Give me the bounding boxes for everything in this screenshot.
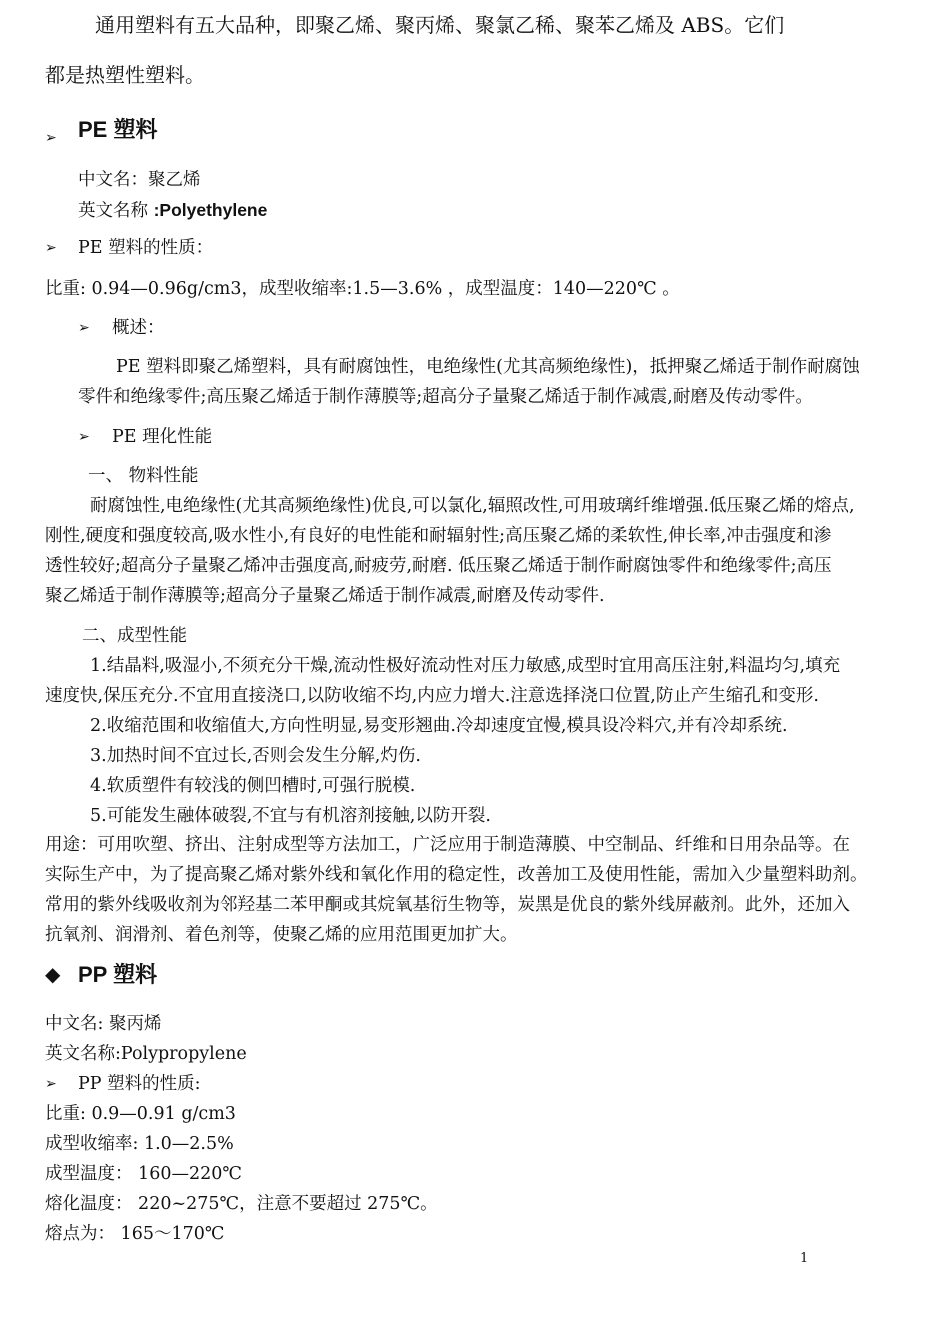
pe-overview-line-1: PE 塑料即聚乙烯塑料，具有耐腐蚀性，电绝缘性(尤其高频绝缘性)，抵押聚乙烯适于制作耐腐蚀 bbox=[116, 357, 860, 377]
pe-cn-name: 中文名：聚乙烯 bbox=[78, 170, 201, 190]
pe-overview-title: 概述： bbox=[112, 318, 165, 338]
intro-line-2: 都是热塑性塑料。 bbox=[45, 63, 205, 87]
pe-section-2-item-2: 2.收缩范围和收缩值大,方向性明显,易变形翘曲.冷却速度宜慢,模具设冷料穴,并有冷却系统. bbox=[90, 716, 788, 736]
arrow-bullet-icon: ➢ bbox=[45, 1076, 57, 1092]
arrow-bullet-icon: ➢ bbox=[78, 429, 90, 445]
pe-heading: PE 塑料 bbox=[78, 117, 158, 142]
arrow-bullet-icon: ➢ bbox=[45, 240, 57, 256]
pe-section-1-line-2: 刚性,硬度和强度较高,吸水性小,有良好的电性能和耐辐射性;高压聚乙烯的柔软性,伸长率,冲击强度和渗 bbox=[45, 526, 832, 546]
page-number: 1 bbox=[800, 1251, 809, 1266]
pe-section-2-item-1a: 1.结晶料,吸湿小,不须充分干燥,流动性极好流动性对压力敏感,成型时宜用高压注射,料温均匀,填充 bbox=[90, 656, 841, 676]
pe-section-1-line-4: 聚乙烯适于制作薄膜等;超高分子量聚乙烯适于制作减震,耐磨及传动零件. bbox=[45, 586, 605, 606]
pe-section-1-line-3: 透性较好;超高分子量聚乙烯冲击强度高,耐疲劳,耐磨. 低压聚乙烯适于制作耐腐蚀零件和绝缘零件;高压 bbox=[45, 556, 832, 576]
pe-section-1-line-1: 耐腐蚀性,电绝缘性(尤其高频绝缘性)优良,可以氯化,辐照改性,可用玻璃纤维增强.低压聚乙烯的熔点, bbox=[90, 496, 855, 516]
pp-melt-point: 熔点为： 165～170℃ bbox=[45, 1224, 225, 1244]
pe-use-line-2: 实际生产中，为了提高聚乙烯对紫外线和氧化作用的稳定性，改善加工及使用性能，需加入少量塑料助剂。 bbox=[45, 865, 868, 885]
arrow-bullet-icon: ➢ bbox=[78, 320, 90, 336]
pp-props-title: PP 塑料的性质: bbox=[78, 1074, 201, 1094]
pe-use-line-1: 用途：可用吹塑、挤出、注射成型等方法加工，广泛应用于制造薄膜、中空制品、纤维和日用杂品等。在 bbox=[45, 835, 850, 855]
pe-section-2-item-3: 3.加热时间不宜过长,否则会发生分解,灼伤. bbox=[90, 746, 421, 766]
pe-overview-line-2: 零件和绝缘零件;高压聚乙烯适于制作薄膜等;超高分子量聚乙烯适于制作减震,耐磨及传动零件。 bbox=[78, 387, 813, 407]
pe-section-1-title: 一、 物料性能 bbox=[88, 466, 199, 486]
pe-props-line: 比重: 0.94—0.96g/cm3，成型收缩率:1.5—3.6% ，成型温度：140—220℃ 。 bbox=[45, 279, 680, 299]
diamond-bullet-icon: ◆ bbox=[45, 962, 61, 986]
pe-section-2-item-4: 4.软质塑件有较浅的侧凹槽时,可强行脱模. bbox=[90, 776, 416, 796]
pe-props-title: PE 塑料的性质： bbox=[78, 238, 214, 258]
pp-density: 比重: 0.9—0.91 g/cm3 bbox=[45, 1104, 236, 1124]
intro-line-1: 通用塑料有五大品种，即聚乙烯、聚丙烯、聚氯乙稀、聚苯乙烯及 ABS。它们 bbox=[95, 13, 785, 37]
pp-mold-temp: 成型温度： 160—220℃ bbox=[45, 1164, 242, 1184]
pe-en-name-label: 英文名称 bbox=[78, 201, 154, 221]
pe-physchem-title: PE 理化性能 bbox=[112, 427, 213, 447]
pe-use-line-3: 常用的紫外线吸收剂为邻羟基二苯甲酮或其烷氧基衍生物等，炭黑是优良的紫外线屏蔽剂。此外，还加入 bbox=[45, 895, 850, 915]
pe-use-line-4: 抗氧剂、润滑剂、着色剂等，使聚乙烯的应用范围更加扩大。 bbox=[45, 925, 518, 945]
pp-en-name: 英文名称:Polypropylene bbox=[45, 1044, 247, 1064]
pe-en-name bbox=[78, 198, 267, 223]
pe-en-name-value: :Polyethylene bbox=[153, 200, 268, 220]
pp-cn-name: 中文名: 聚丙烯 bbox=[45, 1014, 162, 1034]
pe-section-2-item-5: 5.可能发生融体破裂,不宜与有机溶剂接触,以防开裂. bbox=[90, 806, 491, 826]
pp-heading: PP 塑料 bbox=[78, 962, 158, 987]
arrow-bullet-icon: ➢ bbox=[45, 130, 57, 146]
pe-section-2-item-1b: 速度快,保压充分.不宜用直接浇口,以防收缩不均,内应力增大.注意选择浇口位置,防止产生缩孔和变形. bbox=[45, 686, 819, 706]
pp-shrink: 成型收缩率: 1.0—2.5% bbox=[45, 1134, 234, 1154]
pp-melt-temp: 熔化温度： 220~275℃，注意不要超过 275℃。 bbox=[45, 1194, 438, 1214]
pe-section-2-title: 二、成型性能 bbox=[82, 626, 187, 646]
